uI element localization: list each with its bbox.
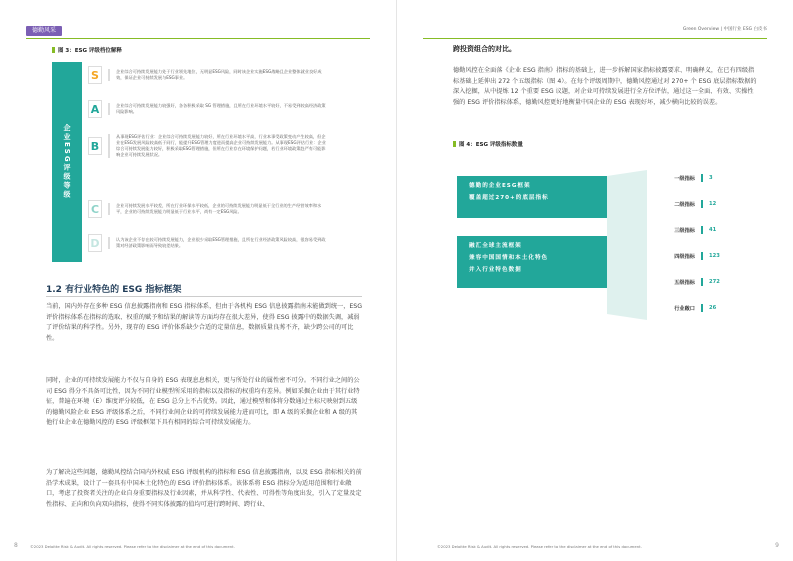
left-page xyxy=(0,0,396,561)
header-rule xyxy=(423,38,767,39)
rating-desc: 从事现ESG评估行业：企业综合可持续发展能力较好，所在行业环境水平高，行业本事受政策变动产生较高，但企业在ESG发展风险较高低于同行，能提升ESG管理力度进而提高企业可持续发展能力。从事现ESG评估行业：企业综合可持续发展能力较好，积极采取ESG管理措施，但所在行业存在环境保护问题，若行业环境政策趋严有可能影响企业可持续发展状况。 xyxy=(108,134,328,158)
caption-marker xyxy=(453,141,456,147)
level-name: 一级指标 xyxy=(674,175,695,182)
rating-letter: B xyxy=(88,137,102,155)
indicator-diagram xyxy=(457,160,767,330)
rating-desc: 企业综合可持续发展能力较强好，各各积极采取 SG 管理措施，且所在行业环境水平较好，不易受到较高经济政策风险影响。 xyxy=(108,103,328,115)
features-box xyxy=(457,236,607,288)
fig4-caption xyxy=(453,140,523,148)
rating-label: 企业ESG评级等级 xyxy=(52,62,82,262)
right-paragraph: 德勤风控在全面落《企业 ESG 指南》指标的基础上，进一步拆解国家指标披露要求、明确释义，在已有四级指标基础上延伸出 272 个五级指标（图 4）。在每个评级周期中，德勤风控通过对 270+ 个 ESG 底层指标数据的深入挖掘，从中提炼 12 个重要 ESG 议题，对企业可持续发展进行全方位评估，通过这一全面、有效、实操性强的 ESG 评价指标体系，德勤风控更好地衡量中国企业的 ESG 表现好坏，减少横向比较的误差。 xyxy=(453,67,757,106)
rating-row-d xyxy=(88,234,342,252)
box-line: 覆盖超过270+的底层指标 xyxy=(469,195,549,201)
level-name: 行业敞口 xyxy=(674,305,695,312)
rating-row-a xyxy=(88,100,342,118)
level-bar xyxy=(701,200,703,208)
level-name: 五级指标 xyxy=(674,279,695,286)
level-name: 二级指标 xyxy=(674,201,695,208)
fig4-caption-text: 图 4：ESG 评级指标数量 xyxy=(459,142,523,148)
level-row xyxy=(647,248,757,264)
box-line: 并入行业特色数据 xyxy=(469,267,522,273)
rating-letter: C xyxy=(88,200,102,218)
level-bar xyxy=(701,226,703,234)
rating-letter: D xyxy=(88,234,102,252)
page-number: 8 xyxy=(14,542,18,549)
paragraph-1: 当前，国内外存在多种 ESG 信息披露指南和 ESG 指标体系，但由于各机构 ESG 信息披露指南未能做到统一，ESG 评价指标体系在指标的选取、权重的赋予和结果的解读等方面均存在很大差异，使得 ESG 披露中的数据失调，减弱了评价结果的科学性。另外，现存的 ESG 评价体系缺少合适的定量信息，数据质量良莠不齐，缺少跨公司的可比性。 xyxy=(46,303,363,342)
box-line: 融汇全球主流框架 xyxy=(469,243,522,249)
level-name: 四级指标 xyxy=(674,253,695,260)
level-bar xyxy=(701,278,703,286)
level-value: 3 xyxy=(709,175,713,181)
caption-marker xyxy=(52,47,55,53)
rating-letter: S xyxy=(88,66,102,84)
rating-desc: 企业综合可持续发展能力处于行业领先地位，无明显ESG风险，同时该企业实施ESG战略且企业整体就业良好成效，保证企业可持续发展与ESG事业。 xyxy=(108,69,328,81)
pyramid-arrow xyxy=(607,170,647,320)
level-value: 12 xyxy=(709,201,717,207)
section-title: 1.2 有行业特色的 ESG 指标框架 xyxy=(46,285,182,295)
level-value: 272 xyxy=(709,279,720,285)
level-row xyxy=(647,300,757,316)
level-bar xyxy=(701,252,703,260)
running-header: Green Overview | 中国行业 ESG 白皮书 xyxy=(682,27,767,32)
section-rule xyxy=(46,296,362,297)
right-page xyxy=(397,0,793,561)
level-value: 26 xyxy=(709,305,717,311)
rating-letter: A xyxy=(88,100,102,118)
level-row xyxy=(647,222,757,238)
footer: ©2023 Deloitte Risk & Audit. All rights reserved. Please refer to the disclaimer at the end of this document. xyxy=(437,544,642,549)
fig3-caption xyxy=(52,46,122,54)
section-tag: 德勤风采 xyxy=(26,26,62,36)
level-bar xyxy=(701,174,703,182)
rating-row-s xyxy=(88,66,342,84)
header-rule xyxy=(26,38,370,39)
fig3-caption-text: 图 3：ESG 评级档位解释 xyxy=(58,48,122,54)
rating-desc: 认为该企业不存在较可持续发展能力，企业很少采取ESG管理措施，且所在行业经济政策风险较高，很容易受到政策对经济政策影响而导致较差结果。 xyxy=(108,237,328,249)
rating-table xyxy=(52,62,342,262)
level-row xyxy=(647,170,757,186)
lead-text: 跨投资组合的对比。 xyxy=(453,45,516,53)
box-line: 兼容中国国情和本土化特色 xyxy=(469,255,549,261)
paragraph-3: 为了解决这些问题，德勤风控结合国内外权威 ESG 评级机构的指标和 ESG 信息披露指南，以及 ESG 指标相关的前沿学术成果，设计了一套具有中国本土化特色的 ESG 评价指标体系。该体系将 ESG 指标分为适用范围和行业敞口，考虑了投资者关注的企业自身重要指标及行业因素，并从科学性、代表性、可得性等角度出发，引入了定量及定性指标、正向和负向双向指标，使得不同实体披露的值均可进行跨时间、跨行业、 xyxy=(46,469,362,508)
level-row xyxy=(647,274,757,290)
level-row xyxy=(647,196,757,212)
footer: ©2023 Deloitte Risk & Audit. All rights reserved. Please refer to the disclaimer at the end of this document. xyxy=(30,544,235,549)
level-bar xyxy=(701,304,703,312)
rating-row-b xyxy=(88,134,342,158)
page-number: 9 xyxy=(775,542,779,549)
rating-row-c xyxy=(88,200,342,218)
box-line: 德勤的企业ESG框架 xyxy=(469,183,531,189)
level-name: 三级指标 xyxy=(674,227,695,234)
framework-box xyxy=(457,176,607,218)
level-value: 41 xyxy=(709,227,717,233)
paragraph-2: 同时，企业的可持续发展能力不仅与自身的 ESG 表现息息相关，更与所处行业的属性密不可分。不同行业之间的公司 ESG 得分不具备可比性，因为不同行业模型所采用的指标以及指标的权重均有差异。例如采掘企业由于其行业特征，普遍在环境（E）维度评分较低，在 ESG 总分上不占优势。因此，通过模型和体将分数通过主标尺映射到五级的德勤风险企业 ESG 评级体系之后，不同行业间企业的可持续发展能力进而可比，即 A 级的采掘企业和 A 级的其他行业企业在德勤风控的 ESG 评级框架下具有相同的综合可持续发展能力。 xyxy=(46,377,360,426)
level-value: 123 xyxy=(709,253,720,259)
rating-desc: 企业可持续发展水平较差，所在行业环保水平较低，企业的可持续发展能力明显低于全行业的生产经营效率和水平，企业的可持续发展能力明显低于行业水平，尚有一定ESG风险。 xyxy=(108,203,328,215)
